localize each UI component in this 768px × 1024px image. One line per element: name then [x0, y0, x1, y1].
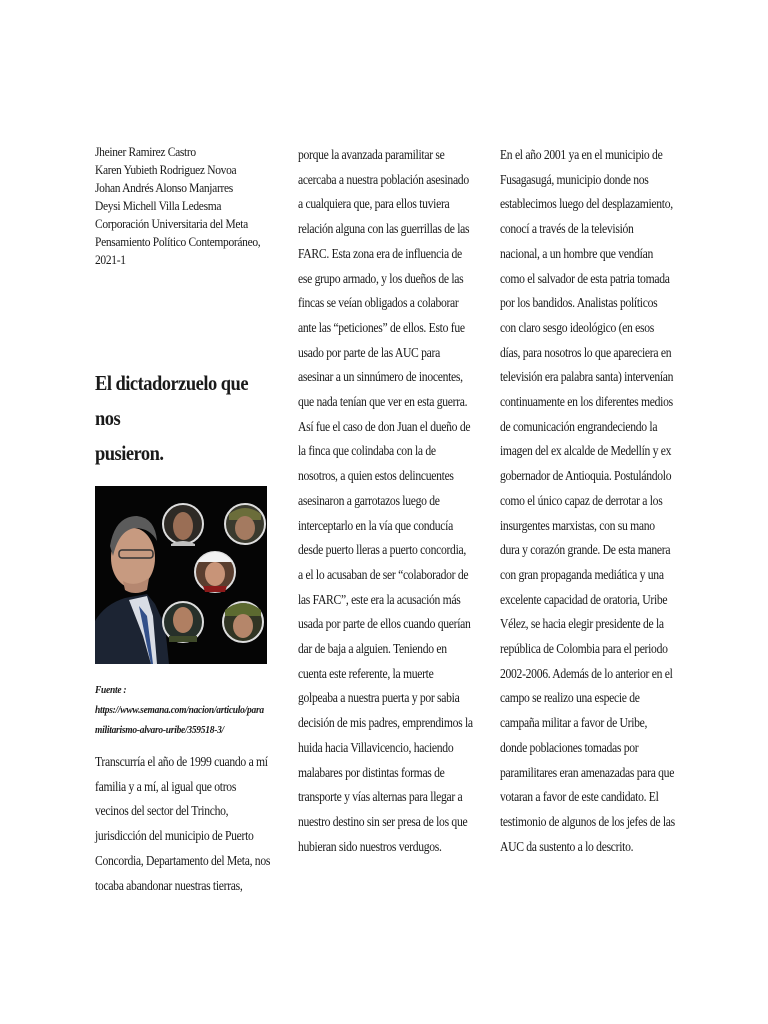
text-line: interceptarlo en la vía que conducía — [298, 517, 453, 533]
text-line: porque la avanzada paramilitar se — [298, 147, 445, 162]
text-line: usado por parte de las AUC para — [298, 344, 440, 360]
body-text-col2 — [298, 143, 481, 859]
text-line: por los bandidos. Analistas políticos — [500, 295, 658, 311]
text-line: continuamente en los diferentes medios — [500, 394, 673, 410]
body-text-col1 — [95, 750, 278, 898]
text-line: televisión era palabra santa) intervenían — [500, 369, 674, 385]
text-line: imagen del ex alcalde de Medellín y ex — [500, 443, 672, 459]
text-line: que nada tenían que ver en esta guerra. — [298, 394, 468, 410]
column-left — [95, 143, 270, 898]
author-line: Johan Andrés Alonso Manjarres — [95, 181, 233, 195]
text-line: dura y corazón grande. De esta manera — [500, 542, 671, 558]
institution-line: Corporación Universitaria del Meta — [95, 217, 248, 231]
article-photo — [95, 486, 267, 664]
text-line: huida hacia Villavicencio, haciendo — [298, 739, 454, 755]
source-label: Fuente : — [95, 684, 127, 696]
text-line: Vélez, se hacia elegir presidente de la — [500, 616, 664, 632]
text-line: excelente capacidad de oratoria, Uribe — [500, 591, 668, 607]
text-line: gobernador de Antioquia. Postulándolo — [500, 468, 672, 484]
text-line: FARC. Esta zona era de influencia de — [298, 245, 462, 261]
title-line: pusieron. — [95, 441, 164, 465]
text-line: familia y a mí, al igual que otros — [95, 778, 237, 794]
text-line: insurgentes marxistas, con su mano — [500, 517, 655, 533]
text-line: nuestro destino sin ser presa de los que — [298, 813, 468, 829]
text-line: transporte y vías alternas para llegar a — [298, 789, 463, 805]
text-line: con gran propaganda mediática y una — [500, 566, 664, 582]
text-line: AUC da sustento a lo descrito. — [500, 838, 634, 854]
text-line: jurisdicción del municipio de Puerto — [95, 828, 254, 844]
source-url-line[interactable]: militarismo-alvaro-uribe/359518-3/ — [95, 724, 224, 736]
text-line: Fusagasugá, municipio donde nos — [500, 171, 649, 187]
text-line: campo se realizo una especie de — [500, 690, 640, 706]
text-line: asesinar a un sinnúmero de inocentes, — [298, 369, 463, 385]
column-middle — [298, 143, 478, 859]
text-line: tocaba abandonar nuestras tierras, — [95, 877, 243, 893]
period-line: 2021-1 — [95, 253, 126, 267]
body-text-col3 — [500, 143, 683, 859]
text-line: nosotros, a quien estos delincuentes — [298, 468, 454, 484]
author-line: Jheiner Ramirez Castro — [95, 145, 196, 159]
text-line: establecimos luego del desplazamiento, — [500, 196, 673, 212]
text-line: malabares por distintas formas de — [298, 764, 445, 780]
text-line: desde puerto lleras a puerto concordia, — [298, 542, 466, 558]
text-line: fincas se veían obligados a colaborar — [298, 295, 459, 311]
text-line: paramilitares eran amenazadas para que — [500, 764, 675, 780]
author-line: Karen Yubieth Rodriguez Novoa — [95, 163, 237, 177]
text-line: Así fue el caso de don Juan el dueño de — [298, 418, 471, 434]
text-line: nacional, a un hombre que vendían — [500, 245, 653, 261]
text-line: donde poblaciones tomadas por — [500, 739, 639, 755]
text-line: testimonio de algunos de los jefes de las — [500, 813, 675, 829]
text-line: cuenta este referente, la muerte — [298, 665, 434, 681]
text-line: asesinaron a garrotazos luego de — [298, 492, 440, 508]
text-line: república de Colombia para el periodo — [500, 641, 668, 657]
text-line: con claro sesgo ideológico (en esos — [500, 319, 655, 335]
text-line: Transcurría el año de 1999 cuando a mí — [95, 754, 268, 769]
source-url-line[interactable]: https://www.semana.com/nacion/articulo/para — [95, 704, 264, 716]
text-line: a cualquiera que, para ellos tuviera — [298, 196, 450, 212]
text-line: usada por parte de ellos cuando querían — [298, 616, 471, 632]
article-title — [95, 366, 267, 471]
title-line: El dictadorzuelo que nos — [95, 371, 249, 430]
text-line: golpeaba a nuestra puerta y por sabia — [298, 690, 460, 706]
text-line: de comunicación engrandeciendo la — [500, 418, 658, 434]
text-line: acercaba a nuestra población asesinado — [298, 171, 469, 187]
text-line: vecinos del sector del Trincho, — [95, 803, 229, 819]
image-source-caption — [95, 680, 267, 740]
text-line: dar de baja a alguien. Teniendo en — [298, 641, 447, 657]
course-line: Pensamiento Político Contemporáneo, — [95, 235, 261, 249]
text-line: En el año 2001 ya en el municipio de — [500, 147, 663, 162]
text-line: ante las “peticiones” de ellos. Esto fue — [298, 319, 465, 335]
author-block — [95, 143, 270, 269]
text-line: las FARC”, este era la acusación más — [298, 591, 461, 607]
text-line: conocí a través de la televisión — [500, 221, 634, 237]
column-right — [500, 143, 680, 859]
text-line: relación alguna con las guerrillas de las — [298, 221, 470, 237]
text-line: ese grupo armado, y los dueños de las — [298, 270, 464, 286]
text-line: días, para nosotros lo que apareciera en — [500, 344, 672, 360]
text-line: la finca que colindaba con la de — [298, 443, 436, 459]
text-line: hubieran sido nuestros verdugos. — [298, 838, 442, 854]
text-line: votaran a favor de este candidato. El — [500, 789, 659, 805]
text-line: como el salvador de esta patria tomada — [500, 270, 670, 286]
author-line: Deysi Michell Villa Ledesma — [95, 199, 222, 213]
text-line: Concordia, Departamento del Meta, nos — [95, 852, 271, 868]
text-line: a el lo acusaban de ser “colaborador de — [298, 566, 469, 582]
text-line: 2002-2006. Además de lo anterior en el — [500, 665, 673, 681]
text-line: campaña militar a favor de Uribe, — [500, 715, 648, 731]
photo-collage-illustration — [95, 486, 267, 664]
text-line: como el único capaz de derrotar a los — [500, 492, 663, 508]
text-line: decisión de mis padres, emprendimos la — [298, 715, 473, 731]
